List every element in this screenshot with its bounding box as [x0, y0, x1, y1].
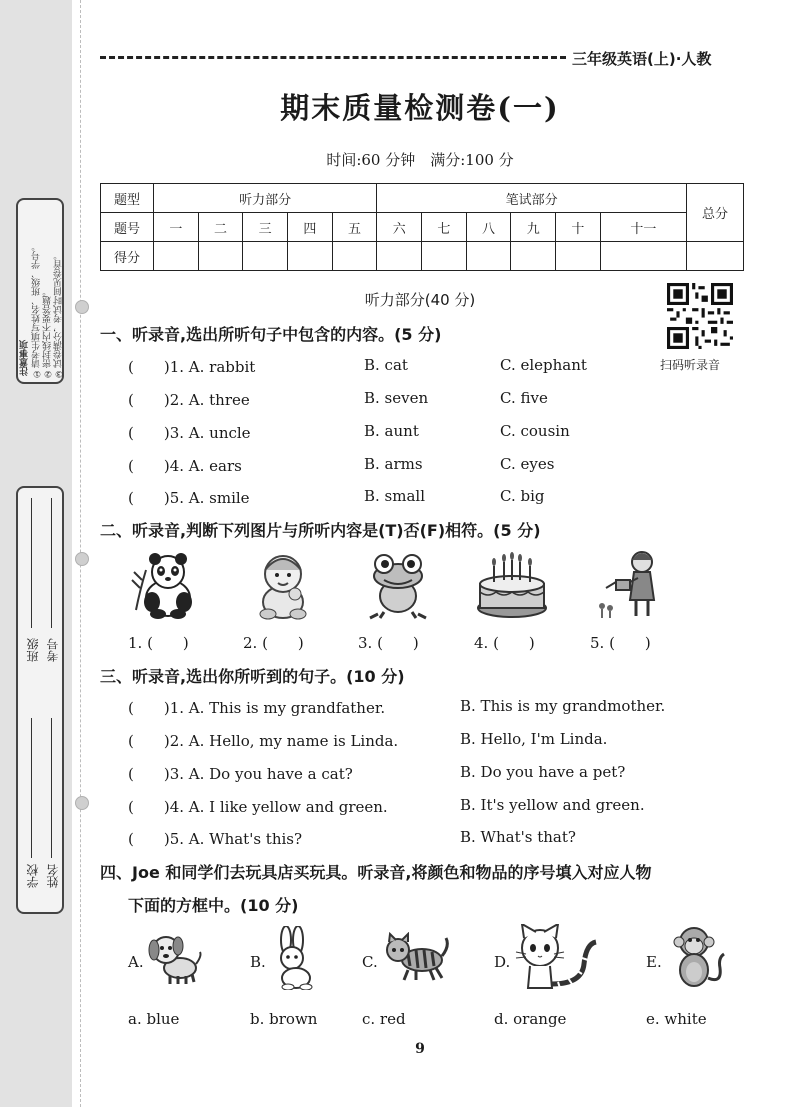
- name-line: [51, 718, 52, 858]
- section1-item-c[interactable]: C. cousin: [500, 422, 570, 440]
- class-label: 班级: [26, 638, 40, 662]
- picture-label: A.: [128, 953, 144, 971]
- section1-item-a[interactable]: ( )5. A. smile: [128, 489, 250, 507]
- table-cell: 笔试部分: [377, 184, 687, 213]
- score-input-cell[interactable]: [198, 242, 243, 271]
- color-option: c. red: [362, 1010, 406, 1028]
- score-input-cell[interactable]: [243, 242, 288, 271]
- section3-option-b[interactable]: B. It's yellow and green.: [460, 796, 645, 814]
- notice-title: 注意事项: [20, 340, 30, 376]
- section3-option-b[interactable]: B. Hello, I'm Linda.: [460, 730, 608, 748]
- section1-item-c[interactable]: C. five: [500, 389, 548, 407]
- section2-answer[interactable]: 3. ( ): [358, 634, 419, 652]
- notice-line: ①请考生填写姓名、班级、学号。: [32, 242, 42, 378]
- score-input-cell[interactable]: [154, 242, 199, 271]
- table-cell: 八: [466, 213, 511, 242]
- color-option: d. orange: [494, 1010, 567, 1028]
- birthday-cake-picture: [474, 550, 550, 620]
- picture-label: E.: [646, 953, 662, 971]
- listening-part-header: 听力部分(40 分): [364, 291, 476, 309]
- table-cell: 五: [332, 213, 377, 242]
- exam-info: 时间:60 分钟 满分:100 分: [326, 151, 514, 169]
- table-cell: 十: [556, 213, 601, 242]
- section4-heading-cont: 下面的方框中。(10 分): [128, 896, 299, 915]
- section3-option-b[interactable]: B. This is my grandmother.: [460, 697, 666, 715]
- section3-option-b[interactable]: B. Do you have a pet?: [460, 763, 626, 781]
- section1-item-b[interactable]: B. cat: [364, 356, 408, 374]
- section2-answer[interactable]: 4. ( ): [474, 634, 535, 652]
- page-title: 期末质量检测卷(一): [280, 91, 560, 125]
- girl-watering-flowers-picture: [594, 548, 666, 620]
- table-cell: 听力部分: [154, 184, 377, 213]
- score-input-cell[interactable]: [377, 242, 422, 271]
- section1-item-c[interactable]: C. big: [500, 487, 545, 505]
- notice-line: ②密封线内不要答题。: [43, 287, 53, 378]
- qr-caption: 扫码听录音: [660, 358, 721, 372]
- exam-number-line: [51, 498, 52, 628]
- table-row: [101, 213, 744, 242]
- frog-picture: [362, 550, 434, 620]
- section3-option-a[interactable]: ( )1. A. This is my grandfather.: [128, 699, 386, 717]
- table-cell: 得分: [101, 242, 154, 271]
- table-cell: 一: [154, 213, 199, 242]
- section1-item-a[interactable]: ( )4. A. ears: [128, 457, 242, 475]
- section1-item-b[interactable]: B. seven: [364, 389, 429, 407]
- section3-heading: 三、听录音,选出你所听到的句子。(10 分): [100, 667, 405, 686]
- section3-option-a[interactable]: ( )5. A. What's this?: [128, 830, 303, 848]
- name-label: 姓名: [46, 864, 60, 888]
- score-input-cell[interactable]: [422, 242, 467, 271]
- section1-item-b[interactable]: B. small: [364, 487, 426, 505]
- section1-item-c[interactable]: C. eyes: [500, 455, 555, 473]
- class-line: [31, 498, 32, 628]
- picture-label: D.: [494, 953, 511, 971]
- section3-option-a[interactable]: ( )2. A. Hello, my name is Linda.: [128, 732, 399, 750]
- table-cell: 九: [511, 213, 556, 242]
- school-label: 学校: [26, 864, 40, 888]
- section4-heading: 四、Joe 和同学们去玩具店买玩具。听录音,将颜色和物品的序号填入对应人物: [100, 863, 652, 882]
- rabbit-picture: [266, 926, 320, 990]
- section1-item-b[interactable]: B. aunt: [364, 422, 419, 440]
- student-info-box: [16, 486, 64, 914]
- section1-item-a[interactable]: ( )3. A. uncle: [128, 424, 251, 442]
- notice-line: ③试卷满分，考试时间见卷首。: [54, 251, 64, 378]
- section3-option-a[interactable]: ( )3. A. Do you have a cat?: [128, 765, 353, 783]
- score-table: [100, 183, 744, 271]
- table-cell: 六: [377, 213, 422, 242]
- panda-picture: [130, 550, 202, 620]
- header-dashed-line: [100, 56, 566, 59]
- school-line: [31, 718, 32, 858]
- color-option: b. brown: [250, 1010, 318, 1028]
- section3-option-a[interactable]: ( )4. A. I like yellow and green.: [128, 798, 388, 816]
- color-option: e. white: [646, 1010, 707, 1028]
- section2-heading: 二、听录音,判断下列图片与所听内容是(T)否(F)相符。(5 分): [100, 521, 541, 540]
- table-cell: 四: [288, 213, 333, 242]
- section2-answer[interactable]: 5. ( ): [590, 634, 651, 652]
- section2-answer[interactable]: 2. ( ): [243, 634, 304, 652]
- binding-hole: [75, 796, 89, 810]
- picture-label: B.: [250, 953, 266, 971]
- table-cell: 十一: [600, 213, 686, 242]
- score-input-cell[interactable]: [600, 242, 686, 271]
- section1-heading: 一、听录音,选出所听句子中包含的内容。(5 分): [100, 325, 442, 344]
- section1-item-c[interactable]: C. elephant: [500, 356, 587, 374]
- binding-hole: [75, 552, 89, 566]
- table-cell: 三: [243, 213, 288, 242]
- section1-item-b[interactable]: B. arms: [364, 455, 423, 473]
- section1-item-a[interactable]: ( )1. A. rabbit: [128, 358, 256, 376]
- table-row: [101, 184, 744, 213]
- table-cell: 题型: [101, 184, 154, 213]
- dog-picture: [146, 930, 204, 986]
- table-cell: 七: [422, 213, 467, 242]
- baby-picture: [250, 550, 316, 620]
- edition-label: 三年级英语(上)·人教: [572, 50, 712, 68]
- table-cell: 题号: [101, 213, 154, 242]
- monkey-picture: [664, 924, 728, 992]
- color-option: a. blue: [128, 1010, 180, 1028]
- exam-number-label: 考号: [46, 638, 60, 662]
- score-input-cell[interactable]: [332, 242, 377, 271]
- section2-answer[interactable]: 1. ( ): [128, 634, 189, 652]
- score-input-cell[interactable]: [466, 242, 511, 271]
- table-cell: 二: [198, 213, 243, 242]
- section3-option-b[interactable]: B. What's that?: [460, 828, 576, 846]
- cat-picture: [380, 932, 450, 982]
- page-number: 9: [415, 1041, 425, 1057]
- score-input-cell[interactable]: [288, 242, 333, 271]
- picture-label: C.: [362, 953, 378, 971]
- score-input-cell[interactable]: [687, 242, 744, 271]
- score-input-cell[interactable]: [511, 242, 556, 271]
- kitten-picture: [512, 924, 598, 990]
- table-row: [101, 242, 744, 271]
- score-input-cell[interactable]: [556, 242, 601, 271]
- section1-item-a[interactable]: ( )2. A. three: [128, 391, 250, 409]
- table-cell: 总分: [687, 184, 744, 242]
